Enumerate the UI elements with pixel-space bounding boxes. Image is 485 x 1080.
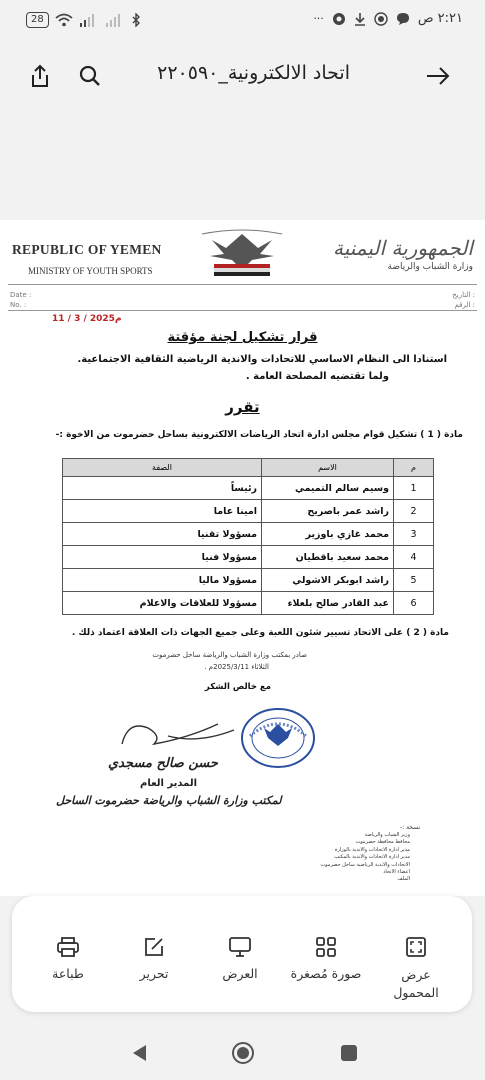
- back-triangle-icon: [130, 1043, 148, 1063]
- document-page: [0, 220, 485, 896]
- document-heading: قرار تشكيل لجنة مؤقتة: [167, 330, 318, 345]
- print-button[interactable]: [26, 934, 110, 981]
- copy-item: الملف: [397, 876, 410, 883]
- document-viewer[interactable]: [0, 106, 485, 896]
- monitor-icon: [228, 935, 252, 959]
- signer-title: المدير العام: [140, 778, 198, 789]
- meta-left: [10, 290, 31, 310]
- row-role: امينا عاما: [63, 500, 262, 523]
- fullscreen-icon: [404, 935, 428, 959]
- action-panel: [12, 896, 472, 1012]
- system-nav-bar: [0, 1026, 485, 1080]
- no-label-en: No. :: [10, 301, 27, 309]
- header-arabic: [333, 236, 473, 272]
- more-notifications-icon: ···: [313, 12, 324, 25]
- chat-icon: [396, 12, 410, 26]
- meta-right: [452, 290, 475, 310]
- article-2: مادة ( 2 ) على الاتحاد تسيير شئون اللعبة وعلى جميع الجهات ذات العلاقة اعتماد ذلك .: [71, 628, 449, 638]
- battery-icon: 28: [26, 12, 49, 28]
- edit-icon: [142, 935, 166, 959]
- wifi-icon: [55, 13, 73, 27]
- status-bar: [0, 0, 485, 46]
- header-divider: [8, 284, 477, 285]
- members-table: [62, 458, 434, 615]
- official-stamp-icon: [238, 706, 318, 770]
- settings-notification-icon: [332, 12, 346, 26]
- row-name: وسيم سالم التميمي: [262, 477, 394, 500]
- copy-item: محافظ محافظة حضرموت: [355, 839, 410, 846]
- header-en-line2: MINISTRY OF YOUTH SPORTS: [28, 266, 153, 276]
- print-label: طباعة: [52, 966, 84, 981]
- row-name: محمد غازي باوزير: [262, 523, 394, 546]
- recording-icon: [374, 12, 388, 26]
- no-label-ar: : الرقم: [454, 301, 475, 309]
- copy-item: اعضاء الاتحاد: [383, 869, 410, 876]
- row-name: راشد ابوبكر الاشولي: [262, 569, 394, 592]
- thanks-line: مع خالص الشكر: [204, 682, 271, 692]
- date-label-en: Date :: [10, 291, 32, 299]
- thumbnail-label: صورة مُصغرة: [290, 966, 362, 981]
- table-row: [63, 592, 434, 615]
- copy-item: وزير الشباب والرياضة: [364, 832, 410, 838]
- row-role: رئيساً: [63, 477, 262, 500]
- signer-office: لمكتب وزارة الشباب والرياضة حضرموت الساحل: [56, 794, 282, 807]
- document-date: 11 / 3 / 2025م: [52, 314, 122, 324]
- copies-heading: نسخة :-: [400, 824, 421, 831]
- back-button[interactable]: [422, 60, 454, 92]
- table-row: [63, 477, 434, 500]
- meta-divider: [8, 310, 477, 311]
- nav-home-button[interactable]: [230, 1040, 256, 1066]
- table-row: [63, 569, 434, 592]
- issued-line-2: الثلاثاء 2025/3/11م .: [204, 663, 269, 671]
- signer-name: حسن صالح مسجدي: [108, 756, 218, 771]
- table-row: [63, 523, 434, 546]
- row-name: راشد عمر باصريح: [262, 500, 394, 523]
- col-role: الصفة: [63, 459, 262, 477]
- search-icon: [78, 64, 102, 88]
- header-ar-line2: وزارة الشباب والرياضة: [387, 262, 473, 272]
- grid-icon: [314, 935, 338, 959]
- table-header-row: [63, 459, 434, 477]
- paragraph-1: استنادا الى النظام الاساسي للاتحادات والاندية الرياضية الثقافية الاجتماعية.: [77, 354, 447, 365]
- mobile-view-label: عرض المحمول: [393, 967, 439, 1000]
- status-right: [313, 11, 463, 26]
- article-1: مادة ( 1 ) تشكيل قوام مجلس ادارة اتحاد الرياضات الالكترونية بساحل حضرموت من الاخوة :-: [55, 430, 463, 440]
- copy-item: مدير ادارة الاتحادات والاندية بالمكتب: [334, 854, 410, 861]
- print-icon: [56, 935, 80, 959]
- row-role: مسؤولا فنيا: [63, 546, 262, 569]
- search-button[interactable]: [74, 60, 106, 92]
- edit-button[interactable]: [112, 934, 196, 981]
- header-english: [12, 242, 162, 276]
- table-row: [63, 500, 434, 523]
- top-app-bar: [0, 46, 485, 106]
- share-icon: [29, 64, 51, 88]
- copy-item: الاتحادات والاندية الرياضية ساحل حضرموت: [320, 861, 410, 868]
- nav-recents-button[interactable]: [336, 1040, 362, 1066]
- row-num: 2: [394, 500, 434, 523]
- download-icon: [354, 12, 366, 26]
- signal-icon-2: [105, 13, 125, 27]
- edit-label: تحرير: [139, 966, 169, 981]
- thumbnail-button[interactable]: [284, 934, 368, 981]
- row-num: 6: [394, 592, 434, 615]
- row-num: 5: [394, 569, 434, 592]
- row-num: 3: [394, 523, 434, 546]
- date-label-ar: : التاريخ: [452, 291, 475, 299]
- copy-item: مدير ادارة الاتحادات والاندية بالوزارة: [334, 846, 410, 853]
- copies-list: [260, 832, 410, 884]
- recents-square-icon: [340, 1044, 358, 1062]
- col-name: الاسم: [262, 459, 394, 477]
- row-role: مسؤولا للعلاقات والاعلام: [63, 592, 262, 615]
- row-num: 1: [394, 477, 434, 500]
- header-en-line1: REPUBLIC OF YEMEN: [12, 242, 162, 257]
- row-role: مسؤولا تقنيا: [63, 523, 262, 546]
- document-title: اتحاد الالكترونية_٢٢٠٥٩٠: [157, 62, 350, 84]
- status-left: [26, 12, 141, 28]
- col-num: م: [394, 459, 434, 477]
- yemen-emblem-icon: [192, 226, 292, 280]
- home-circle-icon: [231, 1041, 255, 1065]
- decision-heading: تقرر: [225, 398, 260, 416]
- header-ar-line1: الجمهورية اليمنية: [332, 236, 473, 260]
- share-button[interactable]: [24, 60, 56, 92]
- signal-icon: [79, 13, 99, 27]
- issued-line-1: صادر بمكتب وزارة الشباب والرياضة ساحل حضرموت: [152, 651, 307, 659]
- signature-icon: [118, 714, 238, 754]
- row-role: مسؤولا ماليا: [63, 569, 262, 592]
- present-label: العرض: [222, 966, 258, 981]
- row-name: عبد القادر صالح بلعلاء: [262, 592, 394, 615]
- row-name: محمد سعيد باقطيان: [262, 546, 394, 569]
- paragraph-2: ولما تقتضيه المصلحة العامة .: [245, 371, 389, 382]
- table-row: [63, 546, 434, 569]
- status-time: ٢:٢١ ص: [417, 11, 463, 26]
- bluetooth-icon: [131, 13, 141, 27]
- mobile-view-button[interactable]: [374, 934, 458, 1002]
- nav-back-button[interactable]: [126, 1040, 152, 1066]
- present-button[interactable]: [198, 934, 282, 981]
- arrow-forward-icon: [425, 66, 451, 86]
- row-num: 4: [394, 546, 434, 569]
